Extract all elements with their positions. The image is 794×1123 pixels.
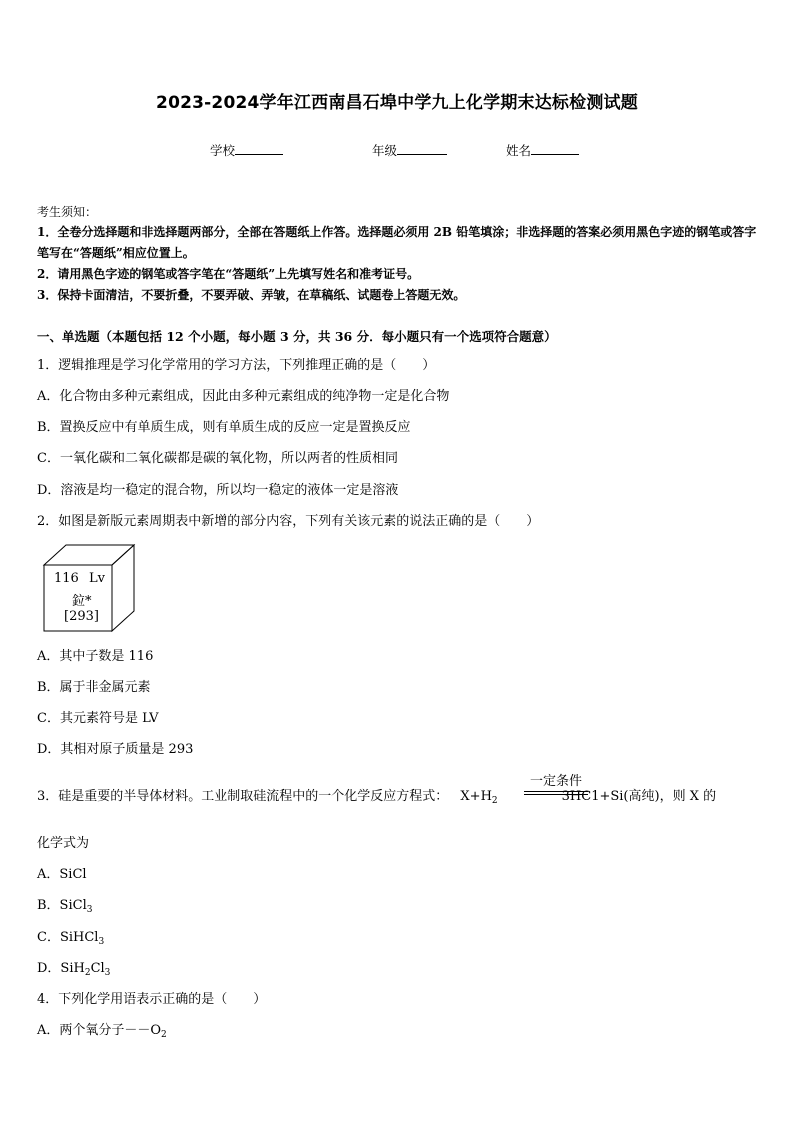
element-name: 鉝* — [72, 594, 92, 609]
element-card — [36, 543, 134, 631]
question-3-option-d — [37, 957, 110, 978]
question-3-option-a — [37, 863, 87, 882]
question-1-option-a: A．化合物由多种元素组成，因此由多种元素组成的纯净物一定是化合物 — [37, 389, 450, 404]
question-3-stem — [37, 785, 716, 806]
question-3-option-d-text: D．SiH — [37, 961, 85, 976]
grade-field — [372, 141, 447, 159]
question-1-option-d: D．溶液是均一稳定的混合物，所以均一稳定的液体一定是溶液 — [37, 483, 399, 498]
question-3-option-c-sub: 3 — [98, 937, 105, 947]
school-label: 学校 — [210, 143, 236, 158]
notice-item-2: 2．请用黑色字迹的钢笔或答字笔在“答题纸”上先填写姓名和准考证号。 — [37, 267, 420, 281]
equation-left: X+H — [460, 789, 492, 804]
question-3-stem-text: 3．硅是重要的半导体材料。工业制取硅流程中的一个化学反应方程式： — [37, 789, 449, 804]
question-1-option-c: C．一氧化碳和二氧化碳都是碳的氧化物，所以两者的性质相同 — [37, 451, 398, 466]
school-field — [210, 141, 283, 159]
question-3-option-b-sub: 3 — [86, 905, 93, 915]
notice-item-1: 1．全卷分选择题和非选择题两部分，全部在答题纸上作答。选择题必须用 2B 铅笔填涂；非选择题的答案必须用黑色字迹的钢笔或答字笔写在“答题纸”相应位置上。 — [37, 225, 757, 260]
name-label: 姓名 — [506, 143, 532, 158]
question-3-option-b-text: B．SiCl — [37, 898, 87, 913]
section-heading: 一、单选题（本题包括 12 个小题，每小题 3 分，共 36 分．每小题只有一个选项符合题意） — [37, 329, 557, 344]
name-field — [506, 141, 579, 159]
notice-heading: 考生须知： — [37, 205, 98, 219]
question-1-stem: 1．逻辑推理是学习化学常用的学习方法，下列推理正确的是（ ） — [37, 358, 436, 373]
question-2-option-c: C．其元素符号是 LV — [37, 711, 159, 726]
question-2-option-a: A．其中子数是 116 — [37, 649, 154, 664]
question-2-option-b: B．属于非金属元素 — [37, 680, 151, 695]
question-3-option-d-sub: 2 — [84, 968, 91, 978]
question-3-option-c — [37, 926, 104, 947]
equation-left-subscript: 2 — [491, 796, 498, 806]
notice-item-3: 3．保持卡面清洁，不要折叠，不要弄破、弄皱，在草稿纸、试题卷上答题无效。 — [37, 288, 466, 302]
question-3-option-b — [37, 894, 92, 915]
question-3-option-a-text: A．SiCl — [37, 867, 87, 882]
page-title: 2023-2024学年江西南昌石埠中学九上化学期末达标检测试题 — [156, 93, 638, 113]
element-symbol: Lv — [89, 571, 105, 586]
question-3-option-d-tail-sub: 3 — [104, 968, 111, 978]
name-blank — [531, 142, 579, 155]
element-number: 116 — [54, 571, 79, 586]
school-blank — [235, 142, 283, 155]
grade-label: 年级 — [372, 143, 398, 158]
grade-blank — [397, 142, 447, 155]
question-1-option-b: B．置换反应中有单质生成，则有单质生成的反应一定是置换反应 — [37, 420, 411, 435]
question-2-stem: 2．如图是新版元素周期表中新增的部分内容，下列有关该元素的说法正确的是（ ） — [37, 514, 540, 529]
question-2-option-d: D．其相对原子质量是 293 — [37, 742, 194, 757]
question-3-option-c-text: C．SiHCl — [37, 930, 99, 945]
question-3-stem-continued: 化学式为 — [37, 836, 90, 851]
question-4-option-a-sub: 2 — [161, 1030, 167, 1040]
question-4-option-a-text: A．两个氧分子－－O — [37, 1023, 162, 1038]
equation-right: 3HC1+Si(高纯)，则 X 的 — [561, 789, 717, 804]
element-mass: [293] — [64, 609, 99, 624]
question-4-option-a — [37, 1019, 167, 1040]
reaction-equals-sign — [524, 791, 588, 795]
question-3-option-d-tail: Cl — [90, 961, 105, 976]
reaction-condition-text: 一定条件 — [529, 774, 582, 789]
reaction-condition — [524, 770, 588, 795]
question-4-stem: 4．下列化学用语表示正确的是（ ） — [37, 992, 267, 1007]
